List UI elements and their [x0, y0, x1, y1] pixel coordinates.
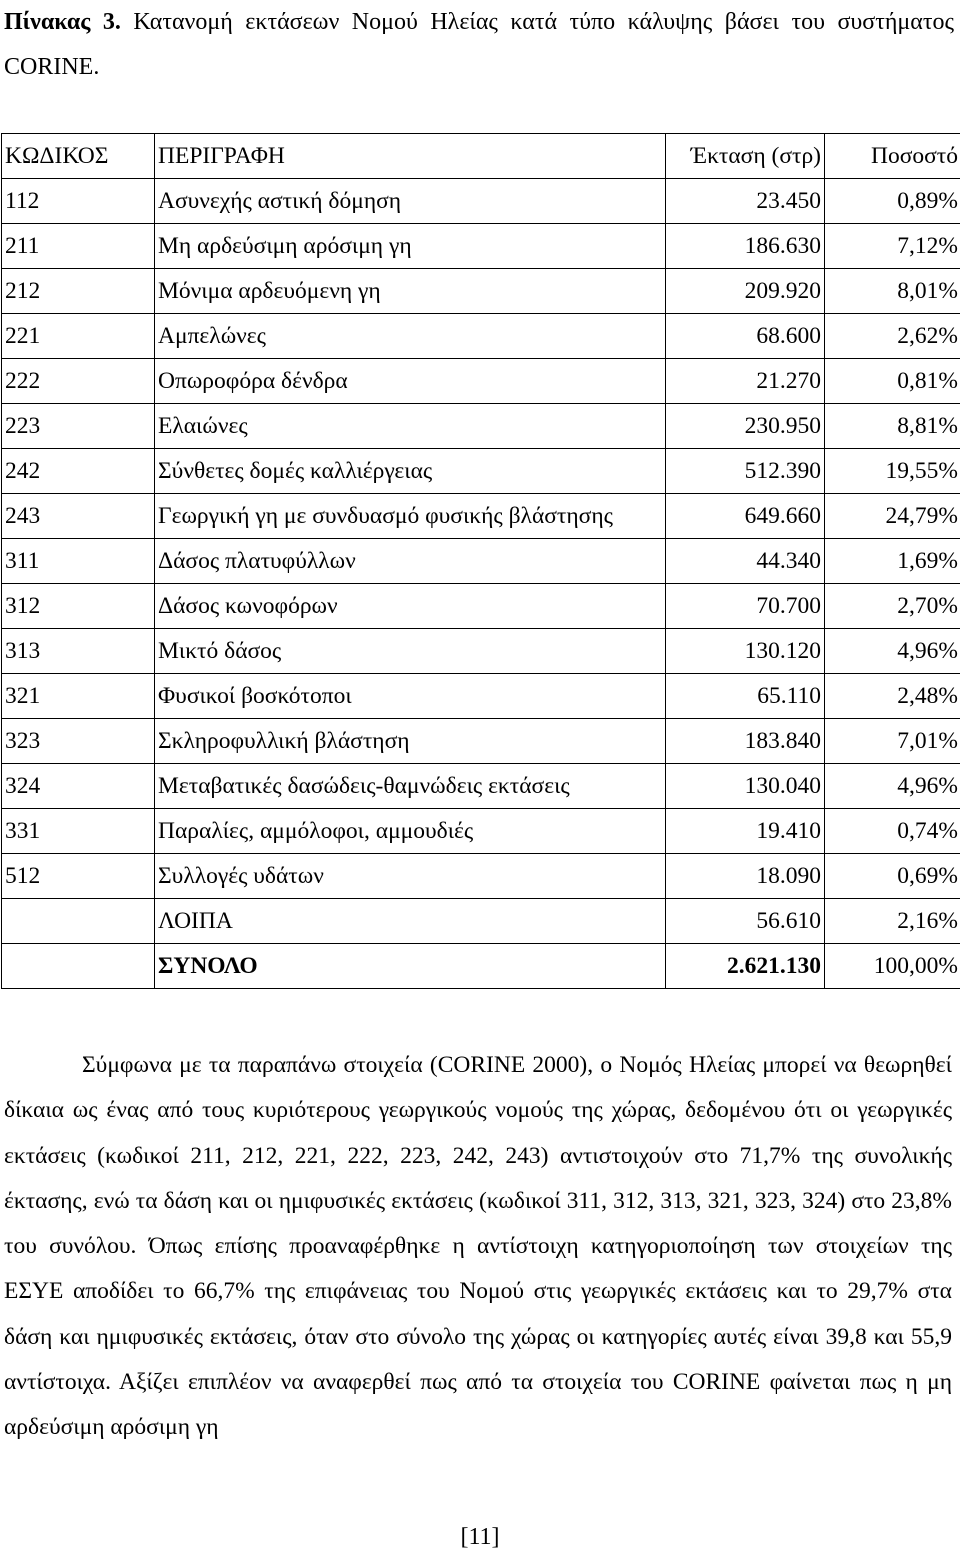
- table-row: [2, 314, 960, 359]
- table-row: [2, 224, 960, 269]
- cell-area: 209.920: [666, 269, 825, 314]
- cell-description: Γεωργική γη με συνδυασμό φυσικής βλάστησης: [155, 494, 666, 539]
- table-row: [2, 539, 960, 584]
- cell-percentage: 0,89%: [825, 179, 960, 224]
- cell-code: 112: [2, 179, 155, 224]
- cell-percentage: 7,12%: [825, 224, 960, 269]
- cell-area: 21.270: [666, 359, 825, 404]
- cell-area: 56.610: [666, 899, 825, 944]
- cell-code: 512: [2, 854, 155, 899]
- header-percentage: Ποσοστό: [825, 134, 960, 179]
- cell-code: 312: [2, 584, 155, 629]
- header-code: ΚΩΔΙΚΟΣ: [2, 134, 155, 179]
- cell-code: 223: [2, 404, 155, 449]
- cell-area: 18.090: [666, 854, 825, 899]
- cell-description: Αμπελώνες: [155, 314, 666, 359]
- cell-code: 313: [2, 629, 155, 674]
- cell-code: 211: [2, 224, 155, 269]
- cell-area: 649.660: [666, 494, 825, 539]
- cell-percentage: 2,70%: [825, 584, 960, 629]
- cell-percentage: 8,81%: [825, 404, 960, 449]
- cell-code: 222: [2, 359, 155, 404]
- cell-percentage: 0,69%: [825, 854, 960, 899]
- cell-description: Συλλογές υδάτων: [155, 854, 666, 899]
- body-paragraph: [4, 1043, 952, 1451]
- cell-description: Σκληροφυλλική βλάστηση: [155, 719, 666, 764]
- cell-description: Οπωροφόρα δένδρα: [155, 359, 666, 404]
- cell-percentage: 0,81%: [825, 359, 960, 404]
- cell-description: ΣΥΝΟΛΟ: [155, 944, 666, 989]
- cell-area: 19.410: [666, 809, 825, 854]
- table-row: [2, 764, 960, 809]
- cell-description: Μεταβατικές δασώδεις-θαμνώδεις εκτάσεις: [155, 764, 666, 809]
- paragraph-text: Σύμφωνα με τα παραπάνω στοιχεία (CORINE 2000), ο Νομός Ηλείας μπορεί να θεωρηθεί δίκαια ως ένας από τους κυριότερους γεωργικούς νομούς της χώρας, δεδομένου ότι οι γεωργικές εκτάσεις (κωδικοί 211, 212, 221, 222, 223, 242, 243) αντιστοιχούν στο 71,7% της συνολικής έκτασης, ενώ τα δάση και οι ημιφυσικές εκτάσεις (κωδικοί 311, 312, 313, 321, 323, 324) στο 23,8% του συνόλου. Όπως επίσης προαναφέρθηκε η αντίστοιχη κατηγοριοποίηση των στοιχείων της ΕΣΥΕ αποδίδει το 66,7% της επιφάνειας του Νομού στις γεωργικές εκτάσεις και το 29,7% στα δάση και ημιφυσικές εκτάσεις, όταν στο σύνολο της χώρας οι κατηγορίες αυτές είναι 39,8 και 55,9 αντίστοιχα. Αξίζει επιπλέον να αναφερθεί πως από τα στοιχεία του CORINE φαίνεται πως η μη αρδεύσιμη αρόσιμη γη: [4, 1052, 952, 1441]
- table-row: [2, 719, 960, 764]
- cell-percentage: 1,69%: [825, 539, 960, 584]
- cell-percentage: 4,96%: [825, 764, 960, 809]
- cell-code: 324: [2, 764, 155, 809]
- cell-description: Μικτό δάσος: [155, 629, 666, 674]
- cell-code: 323: [2, 719, 155, 764]
- cell-percentage: 0,74%: [825, 809, 960, 854]
- table-row: [2, 629, 960, 674]
- cell-description: Μόνιμα αρδευόμενη γη: [155, 269, 666, 314]
- table-row-total: [2, 944, 960, 989]
- cell-percentage: 4,96%: [825, 629, 960, 674]
- cell-area: 130.040: [666, 764, 825, 809]
- cell-description: Σύνθετες δομές καλλιέργειας: [155, 449, 666, 494]
- table-row: [2, 494, 960, 539]
- cell-percentage: 19,55%: [825, 449, 960, 494]
- cell-description: Φυσικοί βοσκότοποι: [155, 674, 666, 719]
- cell-description: ΛΟΙΠΑ: [155, 899, 666, 944]
- cell-description: Μη αρδεύσιμη αρόσιμη γη: [155, 224, 666, 269]
- cell-code: 311: [2, 539, 155, 584]
- cell-description: Ελαιώνες: [155, 404, 666, 449]
- cell-code: 321: [2, 674, 155, 719]
- cell-description: Παραλίες, αμμόλοφοι, αμμουδιές: [155, 809, 666, 854]
- cell-description: Δάσος κωνοφόρων: [155, 584, 666, 629]
- cell-area: 512.390: [666, 449, 825, 494]
- cell-code: 242: [2, 449, 155, 494]
- cell-code: [2, 944, 155, 989]
- table-row: [2, 269, 960, 314]
- cell-percentage: 24,79%: [825, 494, 960, 539]
- table-header-row: [2, 134, 960, 179]
- table-row-other: [2, 899, 960, 944]
- cell-code: 331: [2, 809, 155, 854]
- cell-area: 183.840: [666, 719, 825, 764]
- cell-code: 212: [2, 269, 155, 314]
- cell-area: 68.600: [666, 314, 825, 359]
- table-row: [2, 359, 960, 404]
- cell-area: 23.450: [666, 179, 825, 224]
- table-caption: [4, 0, 954, 90]
- cell-area: 2.621.130: [666, 944, 825, 989]
- caption-text: Κατανομή εκτάσεων Νομού Ηλείας κατά τύπο κάλυψης βάσει του συστήματος CORINE.: [4, 9, 954, 80]
- table-row: [2, 854, 960, 899]
- table-row: [2, 179, 960, 224]
- cell-description: Ασυνεχής αστική δόμηση: [155, 179, 666, 224]
- cell-percentage: 8,01%: [825, 269, 960, 314]
- cell-description: Δάσος πλατυφύλλων: [155, 539, 666, 584]
- table-row: [2, 449, 960, 494]
- cell-area: 186.630: [666, 224, 825, 269]
- header-description: ΠΕΡΙΓΡΑΦΗ: [155, 134, 666, 179]
- cell-area: 130.120: [666, 629, 825, 674]
- cell-area: 65.110: [666, 674, 825, 719]
- land-cover-table: [1, 133, 960, 989]
- table-row: [2, 674, 960, 719]
- cell-code: 243: [2, 494, 155, 539]
- caption-label: Πίνακας 3.: [4, 9, 121, 35]
- cell-area: 230.950: [666, 404, 825, 449]
- header-area: Έκταση (στρ): [666, 134, 825, 179]
- table-row: [2, 809, 960, 854]
- table-row: [2, 404, 960, 449]
- table-row: [2, 584, 960, 629]
- cell-percentage: 2,48%: [825, 674, 960, 719]
- cell-code: 221: [2, 314, 155, 359]
- cell-percentage: 2,16%: [825, 899, 960, 944]
- page-number: [11]: [460, 1524, 500, 1550]
- cell-percentage: 7,01%: [825, 719, 960, 764]
- cell-area: 70.700: [666, 584, 825, 629]
- cell-area: 44.340: [666, 539, 825, 584]
- cell-percentage: 2,62%: [825, 314, 960, 359]
- cell-code: [2, 899, 155, 944]
- cell-percentage: 100,00%: [825, 944, 960, 989]
